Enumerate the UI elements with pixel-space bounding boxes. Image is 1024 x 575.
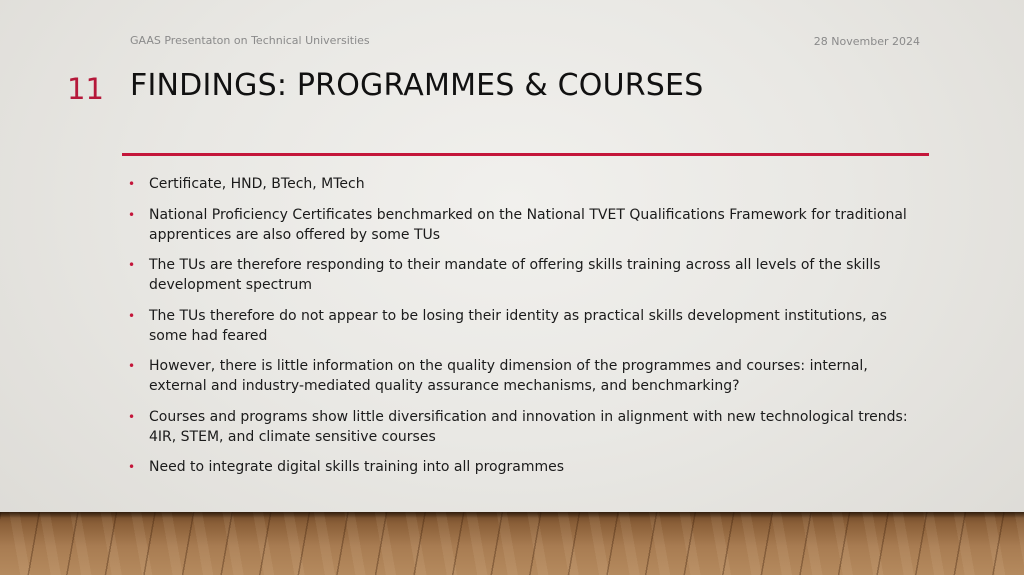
bullet-list: [128, 174, 928, 488]
floor-shadow: [0, 512, 1024, 518]
bullet-text: Need to integrate digital skills training into all programmes: [149, 459, 565, 475]
slide-title: FINDINGS: PROGRAMMES & COURSES: [130, 68, 704, 103]
bullet-text: National Proficiency Certificates benchmarked on the National TVET Qualifications Framework for traditional apprentices are also offered by some TUs: [149, 206, 907, 243]
bullet-text: The TUs therefore do not appear to be losing their identity as practical skills development institutions, as some had feared: [149, 307, 887, 344]
bullet-item: [128, 457, 928, 477]
bullet-dot-icon: •: [128, 308, 136, 323]
bullet-item: [128, 174, 928, 194]
bullet-text: However, there is little information on the quality dimension of the programmes and courses: internal, external and industry-mediated quality assurance mechanisms, and benchmarking?: [149, 358, 868, 394]
bullet-text: Courses and programs show little diversification and innovation in alignment with new technological trends: 4IR, STEM, and climate sensitive courses: [149, 408, 908, 445]
bullet-dot-icon: •: [128, 359, 136, 373]
bullet-item: [128, 205, 928, 245]
bullet-text: The TUs are therefore responding to their mandate of offering skills training across all levels of the skills development spectrum: [149, 257, 881, 293]
bullet-text: Certificate, HND, BTech, MTech: [149, 176, 365, 192]
bullet-dot-icon: •: [128, 409, 136, 424]
bullet-item: [128, 407, 928, 447]
bullet-dot-icon: •: [128, 177, 136, 191]
wooden-floor-background: [0, 512, 1024, 575]
bullet-item: [128, 255, 928, 295]
bullet-item: [128, 306, 928, 346]
slide-number: 11: [67, 72, 104, 106]
bullet-dot-icon: •: [128, 207, 136, 222]
presentation-name: GAAS Presentaton on Technical Universities: [130, 34, 370, 47]
slide-date: 28 November 2024: [813, 35, 920, 48]
bullet-dot-icon: •: [128, 460, 136, 474]
title-divider: [122, 153, 929, 156]
bullet-item: [128, 356, 928, 396]
bullet-dot-icon: •: [128, 258, 136, 272]
